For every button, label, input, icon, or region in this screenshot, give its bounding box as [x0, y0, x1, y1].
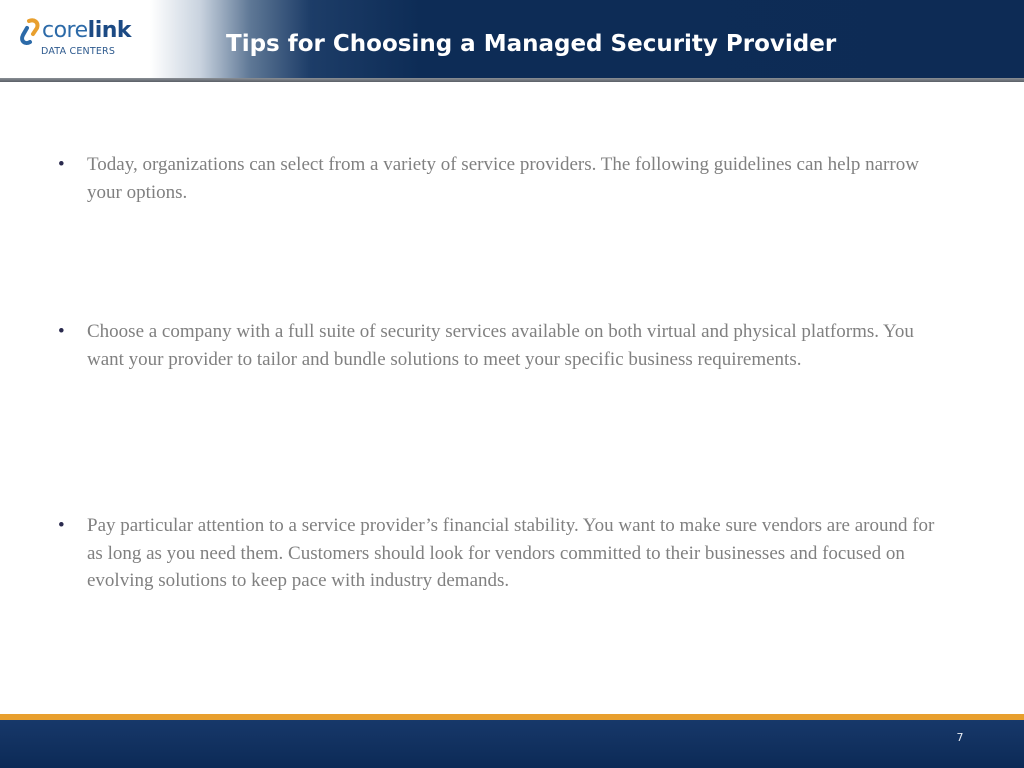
- corelink-logo: [16, 16, 136, 62]
- bullet-glyph: •: [58, 515, 65, 536]
- bullet-text: Today, organizations can select from a variety of service providers. The following guidelines can help narrow your options.: [87, 154, 919, 203]
- page-number: 7: [956, 731, 964, 744]
- bullet-item: [58, 512, 948, 595]
- bullet-glyph: •: [58, 154, 65, 175]
- bullet-text: Pay particular attention to a service provider’s financial stability. You want to make sure vendors are around for as long as you need them. Customers should look for vendors committed to their businesses and focused on evolving solutions to keep pace with industry demands.: [87, 515, 935, 591]
- bullet-item: [58, 151, 948, 206]
- logo-link-text: link: [87, 18, 132, 43]
- logo-subtitle: DATA CENTERS: [41, 46, 116, 57]
- bullet-text: Choose a company with a full suite of security services available on both virtual and physical platforms. You want your provider to tailor and bundle solutions to meet your specific business requirements.: [87, 321, 914, 370]
- slide-title: Tips for Choosing a Managed Security Provider: [226, 31, 837, 57]
- footer-bar: [0, 720, 1024, 768]
- bullet-item: [58, 318, 948, 373]
- bullet-glyph: •: [58, 321, 65, 342]
- logo-wordmark: [42, 16, 131, 46]
- chain-link-icon: [16, 18, 42, 46]
- logo-core-text: core: [42, 18, 88, 43]
- header-divider: [0, 78, 1024, 82]
